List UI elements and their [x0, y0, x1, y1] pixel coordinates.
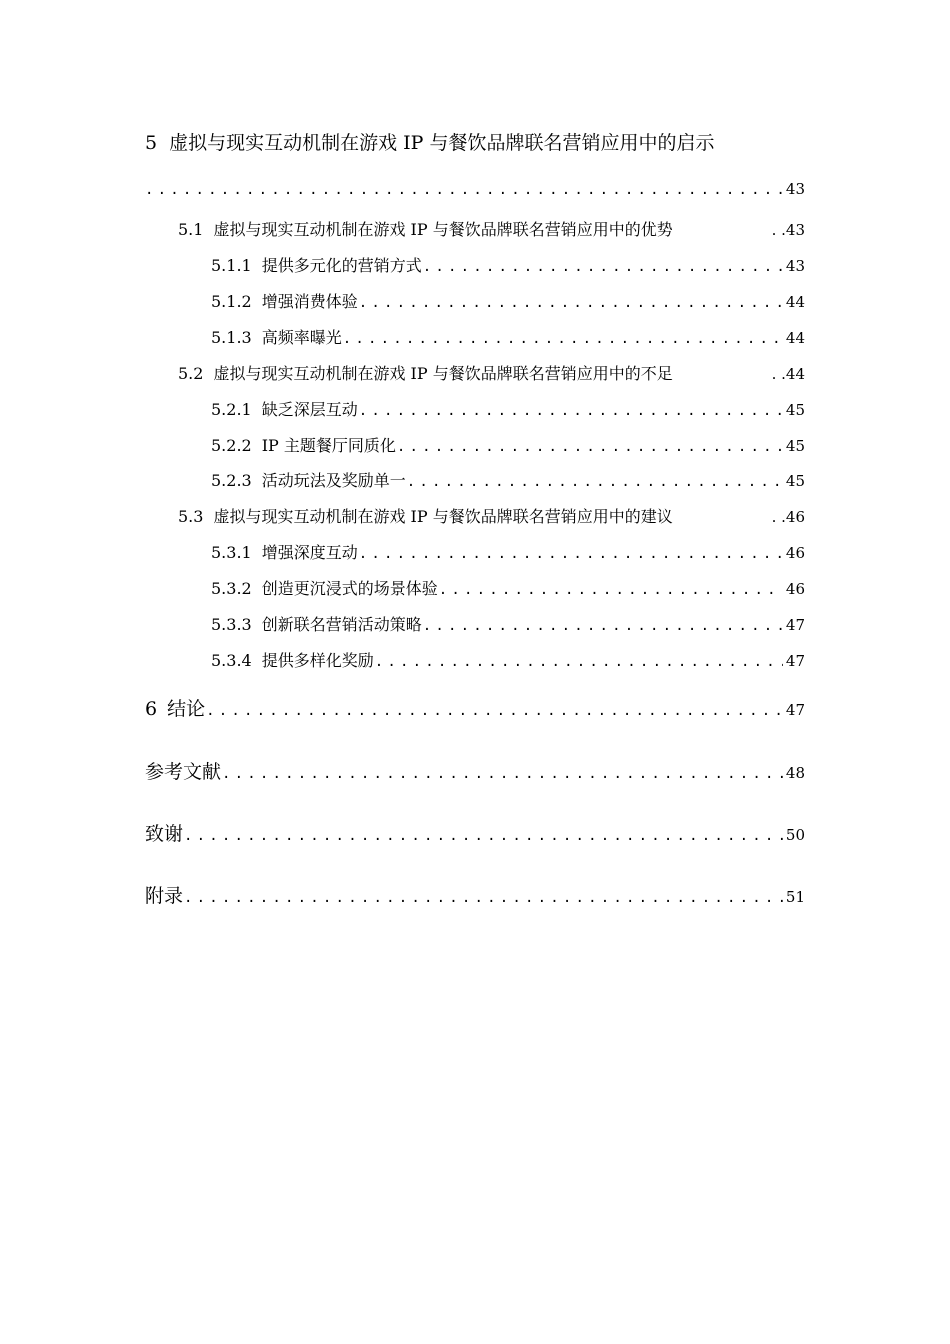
toc-entry-number: 5: [145, 132, 158, 154]
toc-appendix[interactable]: [145, 881, 805, 908]
toc-page-number: 46: [785, 544, 805, 562]
toc-page-number: 43: [785, 257, 805, 275]
toc-entry-number: 5.3.1: [211, 543, 252, 562]
toc-entry-number: 5.3.3: [211, 615, 252, 634]
toc-entry-title: 致谢: [145, 823, 184, 845]
toc-page-number: 51: [785, 888, 805, 906]
toc-page-number: 44: [785, 329, 805, 347]
toc-entry-number: 5.1.1: [211, 256, 252, 275]
toc-dot-leader: [407, 474, 783, 490]
toc-entry-title: 增强消费体验: [261, 292, 358, 311]
toc-references[interactable]: [145, 757, 805, 784]
toc-entry-title: 创造更沉浸式的场景体验: [261, 579, 438, 598]
toc-page-number: 45: [785, 472, 805, 490]
toc-entry-number: 5.3.2: [211, 579, 252, 598]
toc-entry-5-3-4[interactable]: [211, 648, 805, 671]
toc-page-number: 50: [785, 826, 805, 844]
toc-entry-title: 虚拟与现实互动机制在游戏 IP 与餐饮品牌联名营销应用中的不足: [213, 364, 673, 383]
toc-entry-5-3-2[interactable]: [211, 576, 805, 599]
toc-page-number: 47: [785, 652, 805, 670]
toc-page-number: 48: [785, 764, 805, 782]
toc-dot-leader: [359, 546, 783, 562]
toc-page-number: 43: [785, 180, 805, 198]
toc-chapter-6[interactable]: [145, 694, 805, 721]
toc-entry-title: 提供多元化的营销方式: [261, 256, 422, 275]
toc-entry-5-3-3[interactable]: [211, 612, 805, 635]
toc-entry-number: 5.1.2: [211, 292, 252, 311]
toc-entry-number: 5.1: [178, 220, 204, 239]
toc-page-number: 45: [785, 437, 805, 455]
toc-entry-number: 5.2.1: [211, 400, 252, 419]
toc-entry-5-3[interactable]: [178, 504, 805, 527]
toc-entry-title: 参考文献: [145, 761, 222, 783]
toc-page-number: . .44: [771, 365, 805, 383]
toc-entry-number: 5.3.4: [211, 651, 252, 670]
toc-dot-leader: [423, 618, 783, 634]
toc-chapter-5-title[interactable]: [145, 128, 714, 155]
toc-page-number: . .43: [771, 221, 805, 239]
toc-entry-title: 创新联名营销活动策略: [261, 615, 422, 634]
toc-dot-leader: [423, 259, 783, 275]
toc-dot-leader: [343, 331, 783, 347]
toc-entry-title: 结论: [167, 698, 206, 720]
toc-entry-5-1-1[interactable]: [211, 253, 805, 276]
toc-entry-title: 缺乏深层互动: [261, 400, 358, 419]
toc-dot-leader: [375, 654, 783, 670]
toc-entry-title: 附录: [145, 885, 184, 907]
toc-entry-5-2-3[interactable]: [211, 468, 805, 491]
toc-entry-5-2[interactable]: [178, 361, 805, 384]
toc-entry-5-2-2[interactable]: [211, 433, 805, 456]
toc-entry-title: 虚拟与现实互动机制在游戏 IP 与餐饮品牌联名营销应用中的建议: [213, 507, 673, 526]
toc-page-number: 47: [785, 701, 805, 719]
toc-acknowledgements[interactable]: [145, 819, 805, 846]
toc-dot-leader: [359, 403, 783, 419]
toc-dot-leader: [206, 703, 783, 719]
toc-dot-leader: [184, 828, 783, 844]
toc-entry-number: 6: [145, 698, 158, 720]
toc-page-number: . .46: [771, 508, 805, 526]
toc-chapter-5-leader-line[interactable]: [145, 180, 805, 198]
toc-page-number: 44: [785, 293, 805, 311]
toc-page-number: 46: [785, 580, 805, 598]
toc-page-number: 47: [785, 616, 805, 634]
toc-dot-leader: [222, 766, 783, 782]
toc-entry-title: 提供多样化奖励: [261, 651, 374, 670]
toc-dot-leader: [397, 439, 783, 455]
toc-dot-leader: [184, 890, 783, 906]
toc-entry-number: 5.3: [178, 507, 204, 526]
toc-dot-leader: [145, 182, 783, 198]
toc-dot-leader: [439, 582, 783, 598]
toc-entry-title: 高频率曝光: [261, 328, 342, 347]
toc-entry-title: 虚拟与现实互动机制在游戏 IP 与餐饮品牌联名营销应用中的优势: [213, 220, 673, 239]
toc-entry-number: 5.2: [178, 364, 204, 383]
toc-page-number: 45: [785, 401, 805, 419]
toc-entry-5-1-2[interactable]: [211, 289, 805, 312]
toc-entry-5-1[interactable]: [178, 217, 805, 240]
toc-entry-title: 虚拟与现实互动机制在游戏 IP 与餐饮品牌联名营销应用中的启示: [169, 132, 715, 154]
toc-entry-number: 5.2.3: [211, 471, 252, 490]
toc-entry-5-1-3[interactable]: [211, 325, 805, 348]
toc-entry-title: IP 主题餐厅同质化: [261, 436, 396, 455]
toc-entry-5-3-1[interactable]: [211, 540, 805, 563]
toc-entry-number: 5.2.2: [211, 436, 252, 455]
toc-entry-title: 活动玩法及奖励单一: [261, 471, 406, 490]
toc-entry-5-2-1[interactable]: [211, 397, 805, 420]
toc-dot-leader: [359, 295, 783, 311]
toc-entry-number: 5.1.3: [211, 328, 252, 347]
toc-entry-title: 增强深度互动: [261, 543, 358, 562]
